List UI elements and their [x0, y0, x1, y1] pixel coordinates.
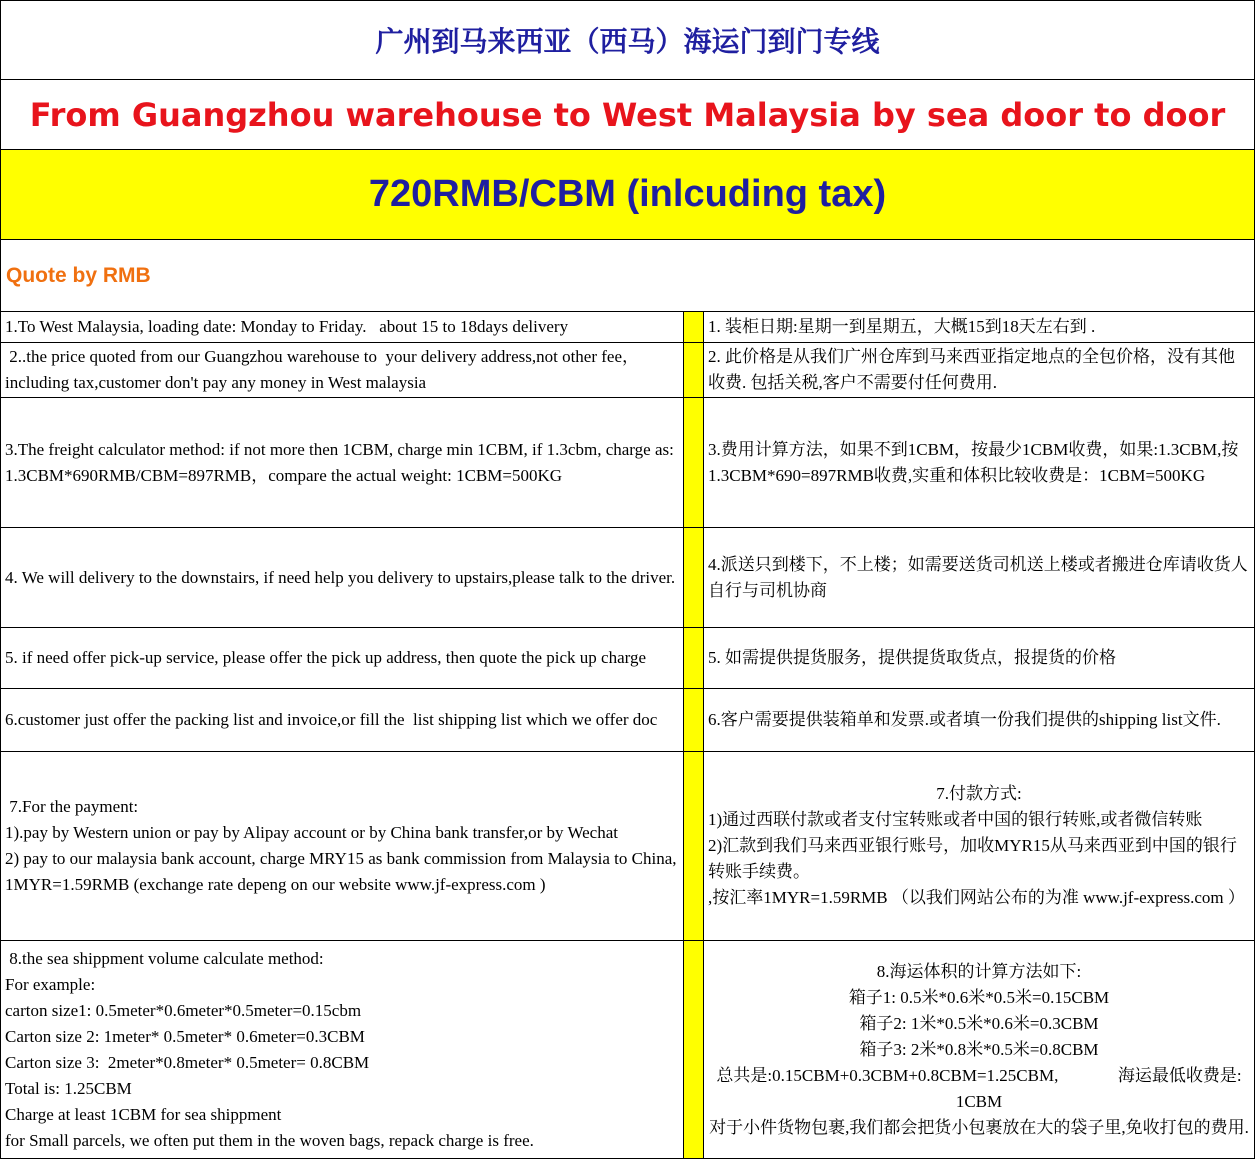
title-english: From Guangzhou warehouse to West Malaysia by sea door to door — [0, 80, 1255, 150]
chinese-cell: 1. 装柜日期:星期一到星期五，大概15到18天左右到 . — [708, 317, 1096, 336]
english-cell: 7.For the payment: 1).pay by Western union or pay by Alipay account or by China bank transfer,or by Wechat 2) pay to our malaysia bank account, charge MRY15 as bank commission from Malaysia to China, 1MYR=1.59RMB (exchange rate depeng on our website www.jf-express.com ) — [1, 752, 684, 940]
table-row — [0, 398, 1255, 528]
chinese-cell: 6.客户需要提供装箱单和发票.或者填一份我们提供的shipping list文件. — [708, 710, 1221, 729]
divider-column — [684, 689, 704, 751]
english-cell: 4. We will delivery to the downstairs, if need help you delivery to upstairs,please talk to the driver. — [1, 528, 684, 627]
chinese-cell: 3.费用计算方法，如果不到1CBM，按最少1CBM收费，如果:1.3CBM,按1.3CBM*690=897RMB收费,实重和体积比较收费是：1CBM=500KG — [708, 439, 1239, 485]
title-chinese: 广州到马来西亚（西马）海运门到门专线 — [0, 0, 1255, 80]
table-row — [0, 628, 1255, 689]
table-row — [0, 689, 1255, 752]
chinese-cell: 2. 此价格是从我们广州仓库到马来西亚指定地点的全包价格，没有其他收费. 包括关税,客户不需要付任何费用. — [708, 347, 1235, 392]
table-row — [0, 343, 1255, 398]
divider-column — [684, 312, 704, 342]
chinese-cell: 8.海运体积的计算方法如下: 箱子1: 0.5米*0.6米*0.5米=0.15CBM 箱子2: 1米*0.5米*0.6米=0.3CBM 箱子3: 2米*0.8米*0.5米=0.8CBM 总共是:0.15CBM+0.3CBM+0.8CBM=1.25CBM, 海运最低收费是: 1CBM 对于小件货物包裹,我们都会把货小包裹放在大的袋子里,免收打包的费用. — [709, 961, 1249, 1137]
divider-column — [684, 343, 704, 397]
table-row — [0, 528, 1255, 628]
english-cell: 1.To West Malaysia, loading date: Monday to Friday. about 15 to 18days delivery — [1, 312, 684, 342]
english-cell: 8.the sea shippment volume calculate method: For example: carton size1: 0.5meter*0.6meter*0.5meter=0.15cbm Carton size 2: 1meter* 0.5meter* 0.6meter=0.3CBM Carton size 3: 2meter*0.8meter* 0.5meter= 0.8CBM Total is: 1.25CBM Charge at least 1CBM for sea shippment for Small parcels, we often put them in the woven bags, repack charge is free. — [1, 941, 684, 1158]
divider-column — [684, 528, 704, 627]
table-row — [0, 312, 1255, 343]
table-row — [0, 941, 1255, 1159]
divider-column — [684, 398, 704, 527]
chinese-cell: 5. 如需提供提货服务，提供提货取货点，报提货的价格 — [708, 648, 1116, 667]
quote-label: Quote by RMB — [0, 240, 1255, 312]
divider-column — [684, 752, 704, 940]
english-cell: 6.customer just offer the packing list and invoice,or fill the list shipping list which we offer doc — [1, 689, 684, 751]
chinese-cell: 7.付款方式: 1)通过西联付款或者支付宝转账或者中国的银行转账,或者微信转账 2)汇款到我们马来西亚银行账号，加收MYR15从马来西亚到中国的银行转账手续费。 ,按汇率1MYR=1.59RMB （以我们网站公布的为准 www.jf-express.com ） — [708, 784, 1245, 907]
divider-column — [684, 941, 704, 1158]
english-cell: 2..the price quoted from our Guangzhou warehouse to your delivery address,not other fee，including tax,customer don't pay any money in West malaysia — [1, 343, 684, 397]
english-cell: 3.The freight calculator method: if not more then 1CBM, charge min 1CBM, if 1.3cbm, charge as: 1.3CBM*690RMB/CBM=897RMB，compare the actual weight: 1CBM=500KG — [1, 398, 684, 527]
price-banner: 720RMB/CBM (inlcuding tax) — [0, 150, 1255, 240]
table-row — [0, 752, 1255, 941]
chinese-cell: 4.派送只到楼下，不上楼；如需要送货司机送上楼或者搬进仓库请收货人自行与司机协商 — [708, 554, 1248, 600]
divider-column — [684, 628, 704, 688]
english-cell: 5. if need offer pick-up service, please offer the pick up address, then quote the pick up charge — [1, 628, 684, 688]
